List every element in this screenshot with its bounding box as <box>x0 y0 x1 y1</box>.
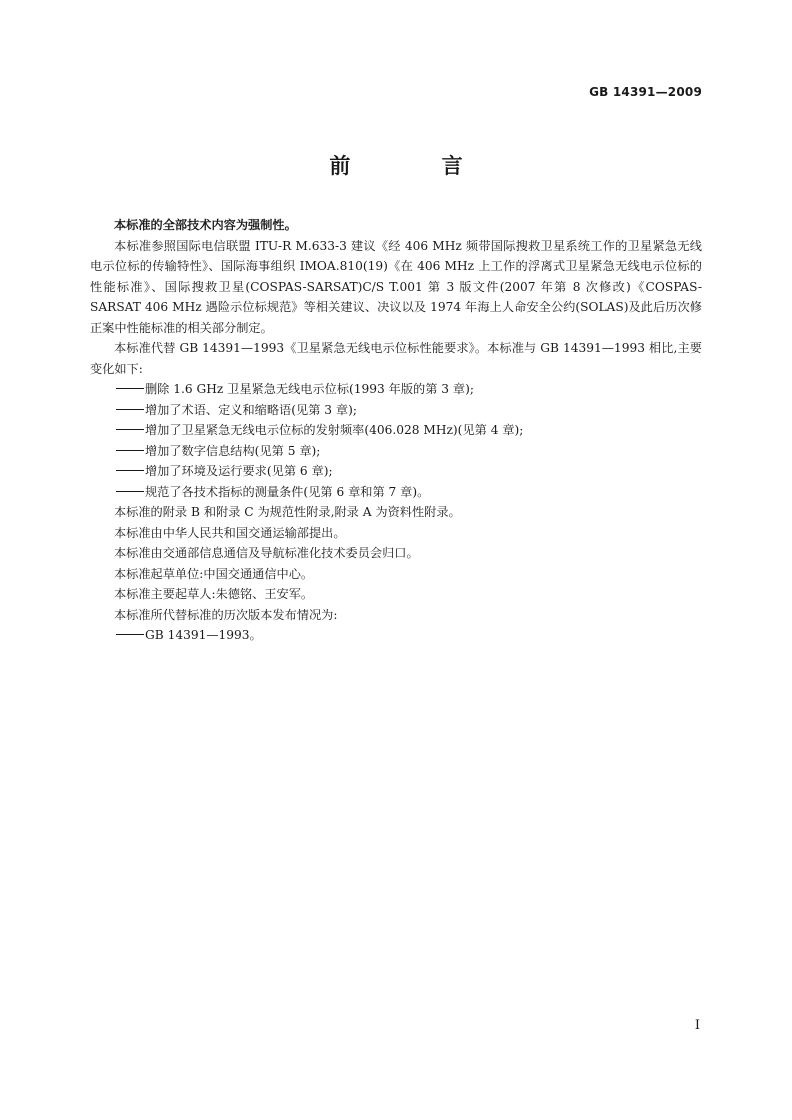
dash-icon <box>116 409 144 410</box>
list-item <box>90 400 702 421</box>
list-item <box>90 482 702 503</box>
list-item <box>90 625 702 646</box>
list-item-text: 增加了环境及运行要求(见第 6 章); <box>145 464 333 478</box>
list-item-text: 规范了各技术指标的测量条件(见第 6 章和第 7 章)。 <box>145 484 430 499</box>
list-item-text: 增加了数字信息结构(见第 5 章); <box>145 443 321 458</box>
standard-code: GB 14391—2009 <box>589 85 702 99</box>
dash-icon <box>116 491 144 492</box>
dash-icon <box>116 470 144 471</box>
list-item-text: 删除 1.6 GHz 卫星紧急无线电示位标(1993 年版的第 3 章); <box>145 382 474 396</box>
list-item-text: GB 14391—1993。 <box>145 628 262 642</box>
list-item <box>90 441 702 462</box>
dash-icon <box>116 450 144 451</box>
paragraph-history: 本标准所代替标准的历次版本发布情况为: <box>114 607 338 622</box>
paragraph-annexes: 本标准的附录 B 和附录 C 为规范性附录,附录 A 为资料性附录。 <box>114 505 461 519</box>
paragraph-drafters: 本标准主要起草人:朱德铭、王安军。 <box>114 587 314 601</box>
paragraph-references: 本标准参照国际电信联盟 ITU-R M.633-3 建议《经 406 MHz 频带国际搜救卫星系统工作的卫星紧急无线电示位标的传输特性》、国际海事组织 IMOA.810(19)《在 406 MHz 上工作的浮离式卫星紧急无线电示位标的性能标准》、国际搜救卫星(COSPAS-SARSAT)C/S T.001 第 3 版文件(2007 年第 8 次修改)《COSPAS-SARSAT 406 MHz 遇险示位标规范》等相关建议、决议以及 1974 年海上人命安全公约(SOLAS)及此后历次修正案中性能标准的相关部分制定。 <box>90 238 702 335</box>
paragraph-drafting-unit: 本标准起草单位:中国交通通信中心。 <box>114 566 314 581</box>
paragraph-replaces: 本标准代替 GB 14391—1993《卫星紧急无线电示位标性能要求》。本标准与 GB 14391—1993 相比,主要变化如下: <box>90 341 702 376</box>
dash-icon <box>116 429 144 430</box>
list-item <box>90 420 702 441</box>
dash-icon <box>116 634 144 635</box>
dash-icon <box>116 388 144 389</box>
paragraph-proposer: 本标准由中华人民共和国交通运输部提出。 <box>114 525 346 540</box>
page-number: I <box>694 1018 700 1033</box>
list-item <box>90 461 702 482</box>
paragraph-mandatory: 本标准的全部技术内容为强制性。 <box>114 218 297 232</box>
list-item <box>90 379 702 400</box>
list-item-text: 增加了卫星紧急无线电示位标的发射频率(406.028 MHz)(见第 4 章); <box>145 423 524 437</box>
page-title: 前 言 <box>329 154 505 178</box>
paragraph-committee: 本标准由交通部信息通信及导航标准化技术委员会归口。 <box>114 546 419 560</box>
foreword-body <box>90 215 702 646</box>
list-item-text: 增加了术语、定义和缩略语(见第 3 章); <box>145 402 357 417</box>
